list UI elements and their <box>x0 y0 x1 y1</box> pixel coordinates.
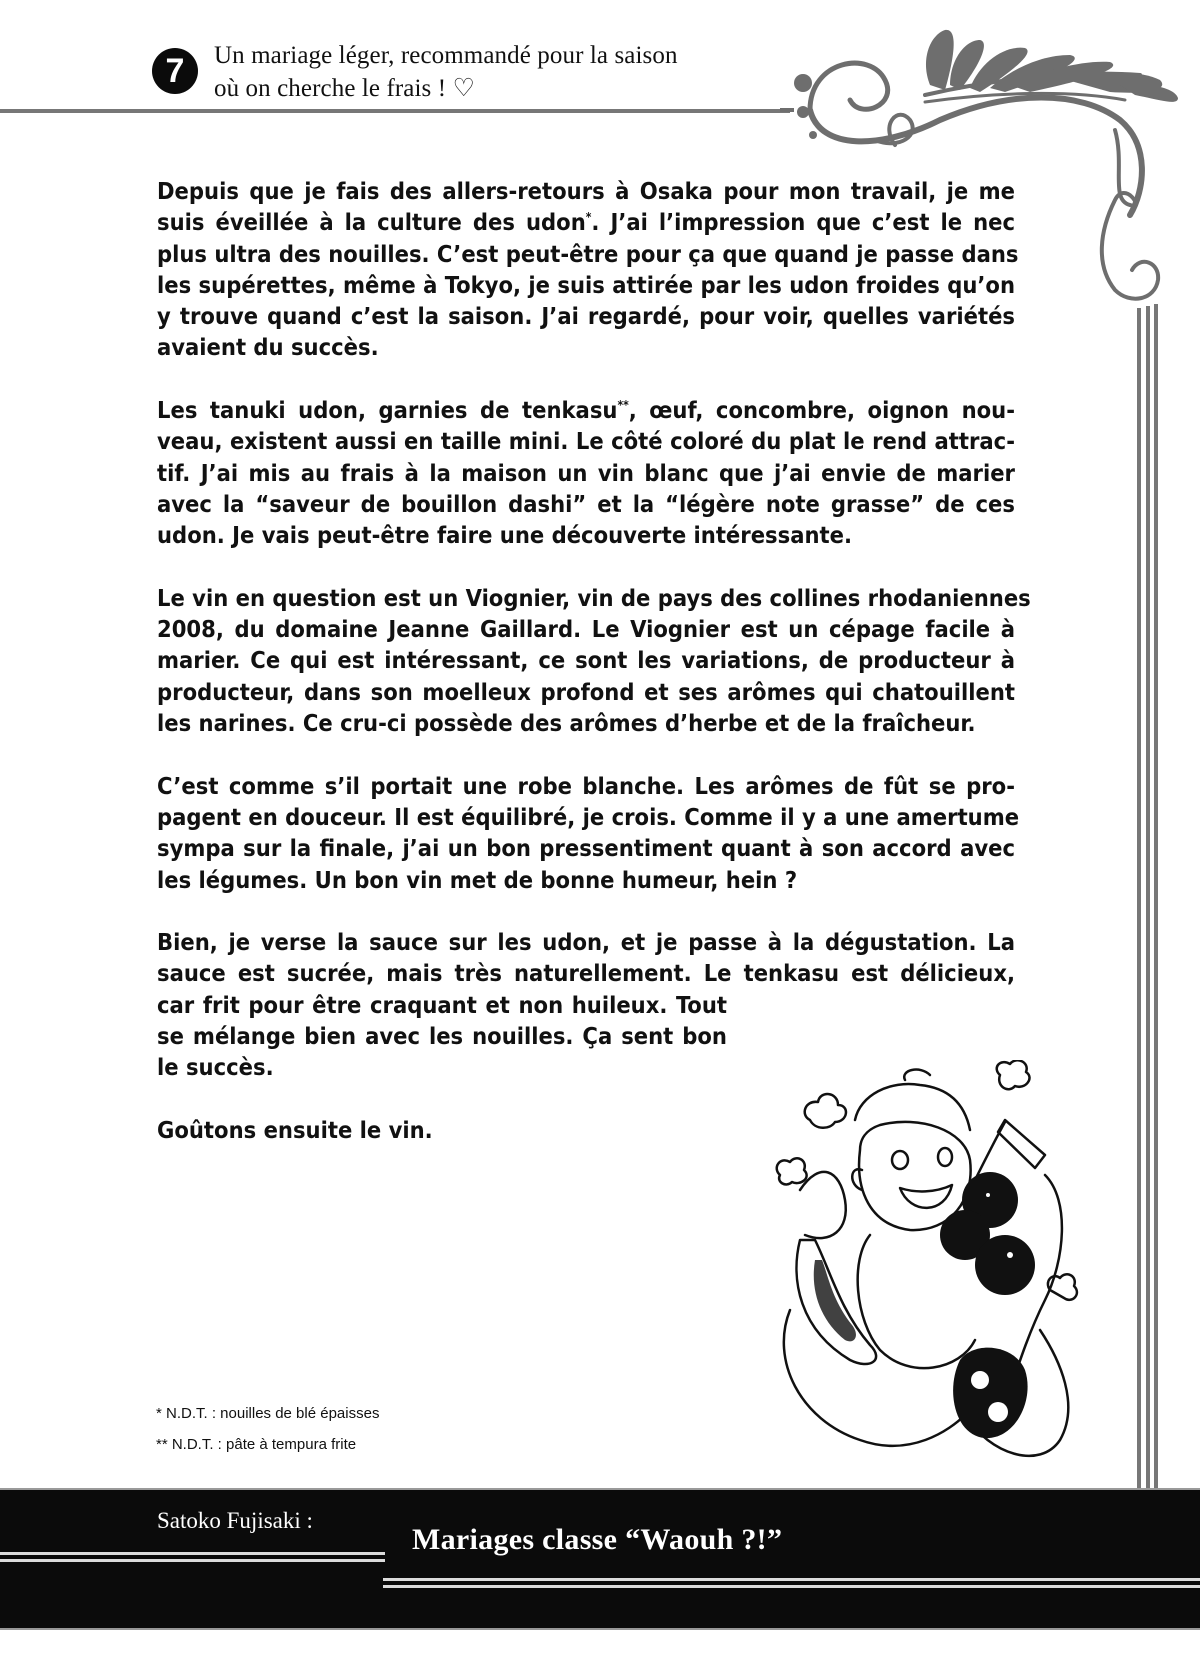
paragraph <box>157 583 1031 739</box>
text-line: producteur, dans son moelleux profond et ses arômes qui chatouillent <box>157 677 1015 706</box>
chapter-number-badge: 7 <box>152 48 198 94</box>
text-line: les narines. Ce cru-ci possède des arômes d’herbe et de la fraîcheur. <box>157 709 976 738</box>
footer-rule <box>0 1552 385 1555</box>
text-line: Les tanuki udon, garnies de tenkasu**, œuf, concombre, oignon nou- <box>157 396 1015 425</box>
text-line: 2008, du domaine Jeanne Gaillard. Le Viognier est un cépage facile à <box>157 615 1015 644</box>
footer-rule <box>0 1559 385 1562</box>
paragraph <box>157 395 1015 551</box>
decorative-vertical-line <box>1137 308 1141 1493</box>
text-line: suis éveillée à la culture des udon*. J’ai l’impression que c’est le nec <box>157 208 1015 237</box>
text-line: avec la “saveur de bouillon dashi” et la “légère note grasse” de ces <box>157 489 1015 518</box>
text-line: les supérettes, même à Tokyo, je suis attirée par les udon froides qu’on <box>157 270 1015 299</box>
header-rule <box>0 109 790 113</box>
text-line: avaient du succès. <box>157 333 379 362</box>
text-line: se mélange bien avec les nouilles. Ça sent bon <box>157 1022 727 1051</box>
paragraph <box>157 771 1020 896</box>
text-line: tif. J’ai mis au frais à la maison un vin blanc que j’ai envie de marier <box>157 458 1015 487</box>
text-line: Le vin en question est un Viognier, vin de pays des collines rhodaniennes <box>157 583 1031 612</box>
text-line: veau, existent aussi en taille mini. Le côté coloré du plat le rend attrac- <box>157 427 1015 456</box>
footer-rule <box>383 1578 1200 1581</box>
text-line: Depuis que je fais des allers-retours à Osaka pour mon travail, je me <box>157 177 1015 205</box>
footer-author: Satoko Fujisaki : <box>157 1508 313 1533</box>
footnote-marker: ** <box>617 398 629 413</box>
text-line: udon. Je vais peut-être faire une découverte intéressante. <box>157 521 853 550</box>
text-line: plus ultra des nouilles. C’est peut-être pour ça que quand je passe dans <box>157 239 1019 268</box>
chapter-title-line-1: Un mariage léger, recommandé pour la saison <box>214 42 678 69</box>
article-body <box>157 176 1031 1178</box>
chapter-title-line-2: où on cherche le frais ! ♡ <box>214 75 476 102</box>
text-line: marier. Ce qui est intéressant, ce sont les variations, de producteur à <box>157 646 1015 675</box>
text-line: y trouve quand c’est la saison. J’ai regardé, pour voir, quelles variétés <box>157 302 1015 331</box>
text-line: sauce est sucrée, mais très naturellement. Le tenkasu est délicieux, <box>157 959 1015 988</box>
decorative-vertical-line <box>1154 304 1158 1489</box>
text-line: pagent en douceur. Il est équilibré, je crois. Comme il y a une amertume <box>157 802 1020 831</box>
illustration-woman-with-udon-icon <box>760 1060 1090 1480</box>
paragraph <box>157 176 1019 364</box>
text-line: car frit pour être craquant et non huileux. Tout <box>157 990 727 1019</box>
footnote-marker: * <box>585 210 592 225</box>
text-line: C’est comme s’il portait une robe blanche. Les arômes de fût se pro- <box>157 771 1015 800</box>
footnote-2: ** N.D.T. : pâte à tempura frite <box>156 1436 357 1453</box>
decorative-vertical-line <box>1146 306 1150 1491</box>
footer-series-title: Mariages classe “Waouh ?!” <box>412 1523 783 1556</box>
text-line: les légumes. Un bon vin met de bonne humeur, hein ? <box>157 865 798 894</box>
text-line: Bien, je verse la sauce sur les udon, et je passe à la dégustation. La <box>157 928 1015 957</box>
text-line: Goûtons ensuite le vin. <box>157 1115 433 1144</box>
text-line: le succès. <box>157 1053 274 1082</box>
footer-rule <box>383 1585 1200 1588</box>
footnote-1: * N.D.T. : nouilles de blé épaisses <box>156 1405 380 1422</box>
text-line: sympa sur la finale, j’ai un bon pressentiment quant à son accord avec <box>157 834 1015 863</box>
